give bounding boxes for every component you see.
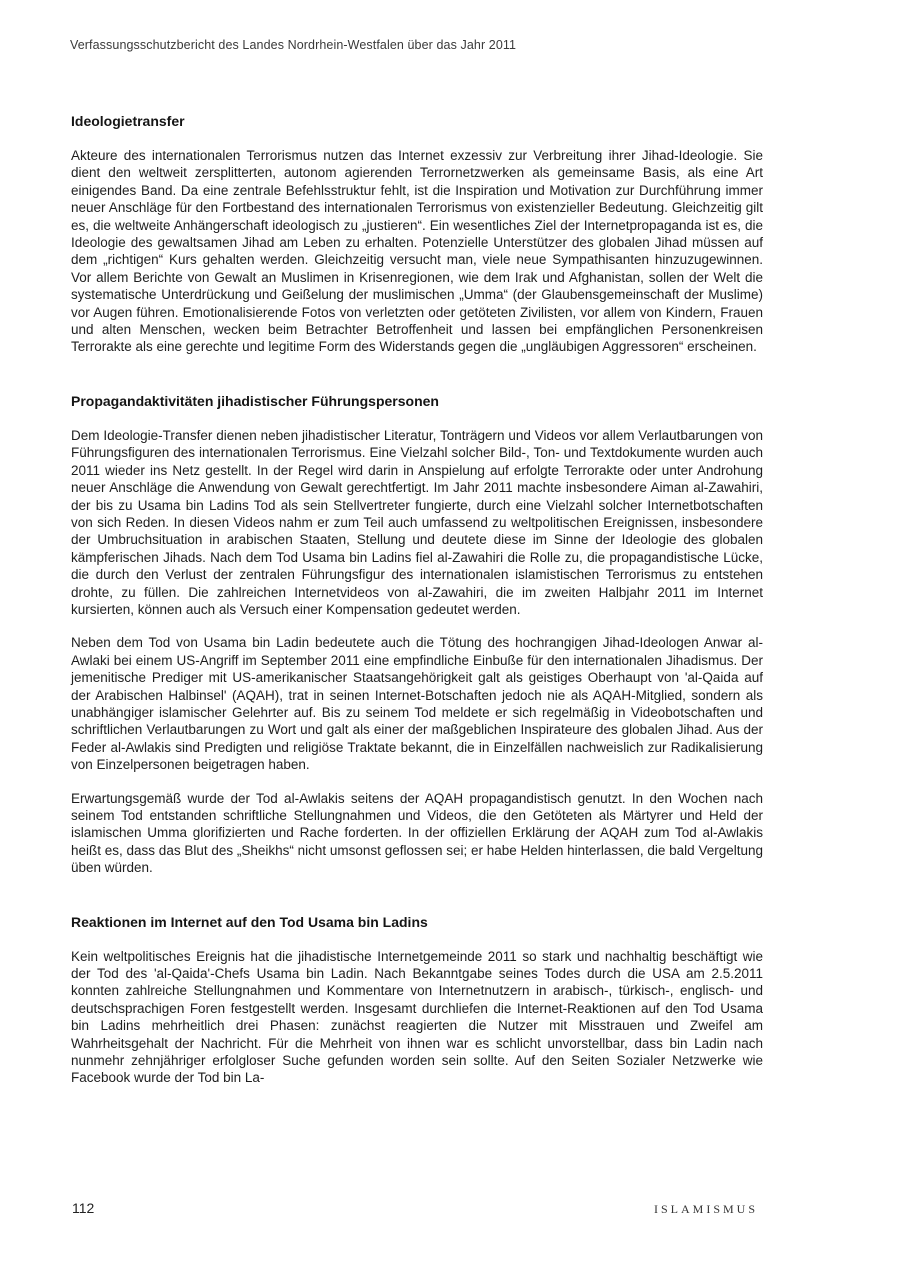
running-header: Verfassungsschutzbericht des Landes Nordrhein-Westfalen über das Jahr 2011 [70,38,517,52]
paragraph: Akteure des internationalen Terrorismus nutzen das Internet exzessiv zur Verbreitung ihrer Jihad-Ideologie. Sie dient den weltweit zersplitterten, autonom agierenden Terrornetzwerken als gemeinsame Basis, als eine Art einigendes Band. Da eine zentrale Befehlsstruktur fehlt, ist die Inspiration und Motivation zur Durchführung immer neuer Anschläge für den Fortbestand des internationalen Terrorismus von existenzieller Bedeutung. Gleichzeitig gilt es, die weltweite Anhängerschaft ideologisch zu „justieren“. Ein wesentliches Ziel der Internetpropaganda ist es, die Ideologie des gewaltsamen Jihad am Leben zu erhalten. Potenzielle Unterstützer des globalen Jihad müssen auf dem „richtigen“ Kurs gehalten werden. Gleichzeitig versucht man, viele neue Sympathisanten hinzuzugewinnen. Vor allem Berichte von Gewalt an Muslimen in Krisenregionen, wie dem Irak und Afghanistan, sollen der Welt die systematische Unterdrückung und Geißelung der muslimischen „Umma“ (der Glaubensgemeinschaft der Muslime) vor Augen führen. Emotionalisierende Fotos von verletzten oder getöteten Zivilisten, vor allem von Kindern, Frauen und alten Menschen, wecken beim Betrachter Betroffenheit und lassen bei empfänglichen Personenkreisen Terrorakte als eine gerechte und legitime Form des Widerstands gegen die „ungläubigen Aggressoren“ erscheinen. [71,148,763,355]
paragraph: Neben dem Tod von Usama bin Ladin bedeutete auch die Tötung des hochrangigen Jihad-Ideologen Anwar al-Awlaki bei einem US-Angriff im September 2011 eine empfindliche Einbuße für den internationalen Jihadismus. Der jemenitische Prediger mit US-amerikanischer Staatsangehörigkeit galt als geistiges Oberhaupt von 'al-Qaida auf der Arabischen Halbinsel' (AQAH), trat in seinen Internet-Botschaften jedoch nie als AQAH-Mitglied, sondern als unabhängiger islamischer Gelehrter auf. Bis zu seinem Tod meldete er sich regelmäßig in Videobotschaften und schriftlichen Verlautbarungen zu Wort und galt als einer der maßgeblichen Inspirateure des globalen Jihad. Aus der Feder al-Awlakis sind Predigten und religiöse Traktate bekannt, die in Einzelfällen nachweislich zur Radikalisierung von Einzelpersonen beigetragen haben. [71,635,763,773]
chapter-label: ISLAMISMUS [653,1202,758,1216]
paragraph: Kein weltpolitisches Ereignis hat die jihadistische Internetgemeinde 2011 so stark und nachhaltig beschäftigt wie der Tod des 'al-Qaida'-Chefs Usama bin Ladin. Nach Bekanntgabe seines Todes durch die USA am 2.5.2011 konnten zahlreiche Stellungnahmen und Kommentare von Internetnutzern in arabisch-, türkisch-, englisch- und deutschsprachigen Foren festgestellt werden. Insgesamt durchliefen die Internet-Reaktionen auf den Tod Usama bin Ladins mehrheitlich drei Phasen: zunächst reagierten die Nutzer mit Misstrauen und Zweifel am Wahrheitsgehalt der Nachricht. Für die Mehrheit von ihnen war es schlicht unvorstellbar, dass bin Ladin nach nunmehr zehnjähriger erfolgloser Suche gefunden worden sein sollte. Auf den Seiten Sozialer Netzwerke wie Facebook wurde der Tod bin La- [71,948,763,1086]
page-body [71,112,763,1103]
paragraph: Erwartungsgemäß wurde der Tod al-Awlakis seitens der AQAH propagandistisch genutzt. In den Wochen nach seinem Tod entstanden schriftliche Stellungnahmen und Videos, die den Getöteten als Märtyrer und Held der islamischen Umma glorifizierten und Rache forderten. In der offiziellen Erklärung der AQAH zum Tod al-Awlakis heißt es, dass das Blut des „Sheikhs“ nicht umsonst geflossen sei; er habe Helden hinterlassen, die bald Vergeltung üben würden. [71,790,763,876]
section-heading-ideologietransfer: Ideologietransfer [71,113,185,129]
section-heading-reaktionen: Reaktionen im Internet auf den Tod Usama bin Ladins [71,913,428,930]
paragraph: Dem Ideologie-Transfer dienen neben jihadistischer Literatur, Tonträgern und Videos vor allem Verlautbarungen von Führungsfiguren des internationalen Terrorismus. Eine Vielzahl solcher Bild-, Ton- und Textdokumente wurden auch 2011 wieder ins Netz gestellt. In der Regel wird darin in Anspielung auf erfolgte Terrorakte oder unter Androhung neuer Anschläge die Anwendung von Gewalt gerechtfertigt. Im Jahr 2011 machte insbesondere Aiman al-Zawahiri, der bis zu Usama bin Ladins Tod als sein Stellvertreter fungierte, durch eine Vielzahl solcher Internetbotschaften von sich Reden. In diesen Videos nahm er zum Teil auch umfassend zu weltpolitischen Ereignissen, insbesondere der Umbruchsituation in arabischen Staaten, Stellung und deutete diese im Sinne der Ideologie des globalen kämpferischen Jihads. Nach dem Tod Usama bin Ladins fiel al-Zawahiri die Rolle zu, die propagandistische Lücke, die durch den Verlust der zentralen Führungsfigur des internationalen islamistischen Terrorismus zu entstehen drohte, zu füllen. Die zahlreichen Internetvideos von al-Zawahiri, die im zweiten Halbjahr 2011 im Internet kursierten, können auch als Versuch einer Kompensation gedeutet werden. [71,427,763,617]
page-number: 112 [72,1200,95,1216]
section-heading-propagandaktivitaeten: Propagandaktivitäten jihadistischer Führungspersonen [71,392,439,409]
